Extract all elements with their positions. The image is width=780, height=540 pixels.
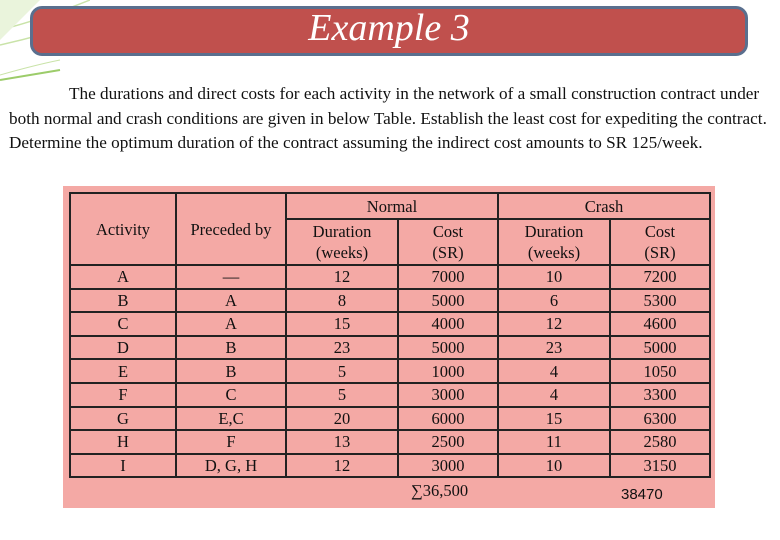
header-line: (weeks) [527,243,581,262]
header-normal-duration [286,219,398,265]
cell-activity: E [70,359,176,383]
cell-crash-cost: 6300 [610,407,710,431]
cell-activity: B [70,289,176,313]
cell-crash-cost: 2580 [610,430,710,454]
cell-normal-duration: 15 [286,312,398,336]
header-crash-duration [498,219,610,265]
header-line: Duration [312,222,372,241]
cell-crash-cost: 7200 [610,265,710,289]
cell-activity: C [70,312,176,336]
cell-normal-cost: 4000 [398,312,498,336]
cell-activity: F [70,383,176,407]
cell-preceded-by: — [176,265,286,289]
cell-normal-cost: 5000 [398,336,498,360]
header-line: Duration [524,222,584,241]
header-line: (SR) [644,243,676,262]
activity-table [69,192,711,478]
cell-preceded-by: F [176,430,286,454]
header-activity: Activity [70,193,176,265]
cell-crash-duration: 4 [498,383,610,407]
cell-preceded-by: C [176,383,286,407]
cell-normal-cost: 3000 [398,454,498,478]
cell-normal-cost: 7000 [398,265,498,289]
title-banner [30,6,748,56]
slide-title: Example 3 [308,7,470,49]
header-crash-cost [610,219,710,265]
cell-normal-duration: 23 [286,336,398,360]
header-normal-cost [398,219,498,265]
header-preceded-by: Preceded by [176,193,286,265]
table-row [70,289,710,313]
cell-normal-cost: 3000 [398,383,498,407]
cell-normal-duration: 8 [286,289,398,313]
header-line: (SR) [432,243,464,262]
cell-preceded-by: B [176,336,286,360]
cell-normal-duration: 5 [286,359,398,383]
cell-normal-cost: 1000 [398,359,498,383]
cell-crash-duration: 11 [498,430,610,454]
header-line: Cost [644,222,676,241]
cell-crash-cost: 1050 [610,359,710,383]
cell-normal-duration: 13 [286,430,398,454]
cell-normal-cost: 2500 [398,430,498,454]
cell-preceded-by: A [176,289,286,313]
cell-preceded-by: E,C [176,407,286,431]
header-line: (weeks) [315,243,369,262]
activity-table-panel [63,186,715,508]
cell-crash-duration: 15 [498,407,610,431]
cell-normal-duration: 20 [286,407,398,431]
table-row [70,265,710,289]
table-row [70,359,710,383]
cell-normal-cost: 6000 [398,407,498,431]
cell-crash-duration: 12 [498,312,610,336]
cell-normal-cost: 5000 [398,289,498,313]
cell-activity: D [70,336,176,360]
cell-crash-duration: 23 [498,336,610,360]
cell-activity: I [70,454,176,478]
table-body [70,265,710,477]
cell-crash-cost: 5300 [610,289,710,313]
crash-cost-total: 38470 [621,486,663,503]
table-row [70,312,710,336]
header-normal: Normal [286,193,498,219]
cell-activity: H [70,430,176,454]
cell-normal-duration: 12 [286,454,398,478]
cell-preceded-by: D, G, H [176,454,286,478]
cell-crash-duration: 4 [498,359,610,383]
cell-crash-duration: 10 [498,265,610,289]
cell-crash-cost: 4600 [610,312,710,336]
table-row [70,336,710,360]
cell-crash-cost: 3150 [610,454,710,478]
normal-cost-total: ∑36,500 [411,481,469,500]
cell-crash-duration: 10 [498,454,610,478]
cell-preceded-by: B [176,359,286,383]
table-row [70,454,710,478]
intro-paragraph: The durations and direct costs for each activity in the network of a small construction contract under both normal and crash conditions are given in below Table. Establish the least cost for expediting the contract. Determine the optimum duration of the contract assuming the indirect cost amounts to SR 125/week. [9,84,767,152]
cell-normal-duration: 5 [286,383,398,407]
header-crash: Crash [498,193,710,219]
cell-normal-duration: 12 [286,265,398,289]
table-row [70,430,710,454]
header-line: Cost [432,222,464,241]
table-row [70,407,710,431]
cell-crash-cost: 3300 [610,383,710,407]
table-row [70,383,710,407]
cell-preceded-by: A [176,312,286,336]
cell-crash-duration: 6 [498,289,610,313]
cell-activity: A [70,265,176,289]
cell-crash-cost: 5000 [610,336,710,360]
cell-activity: G [70,407,176,431]
